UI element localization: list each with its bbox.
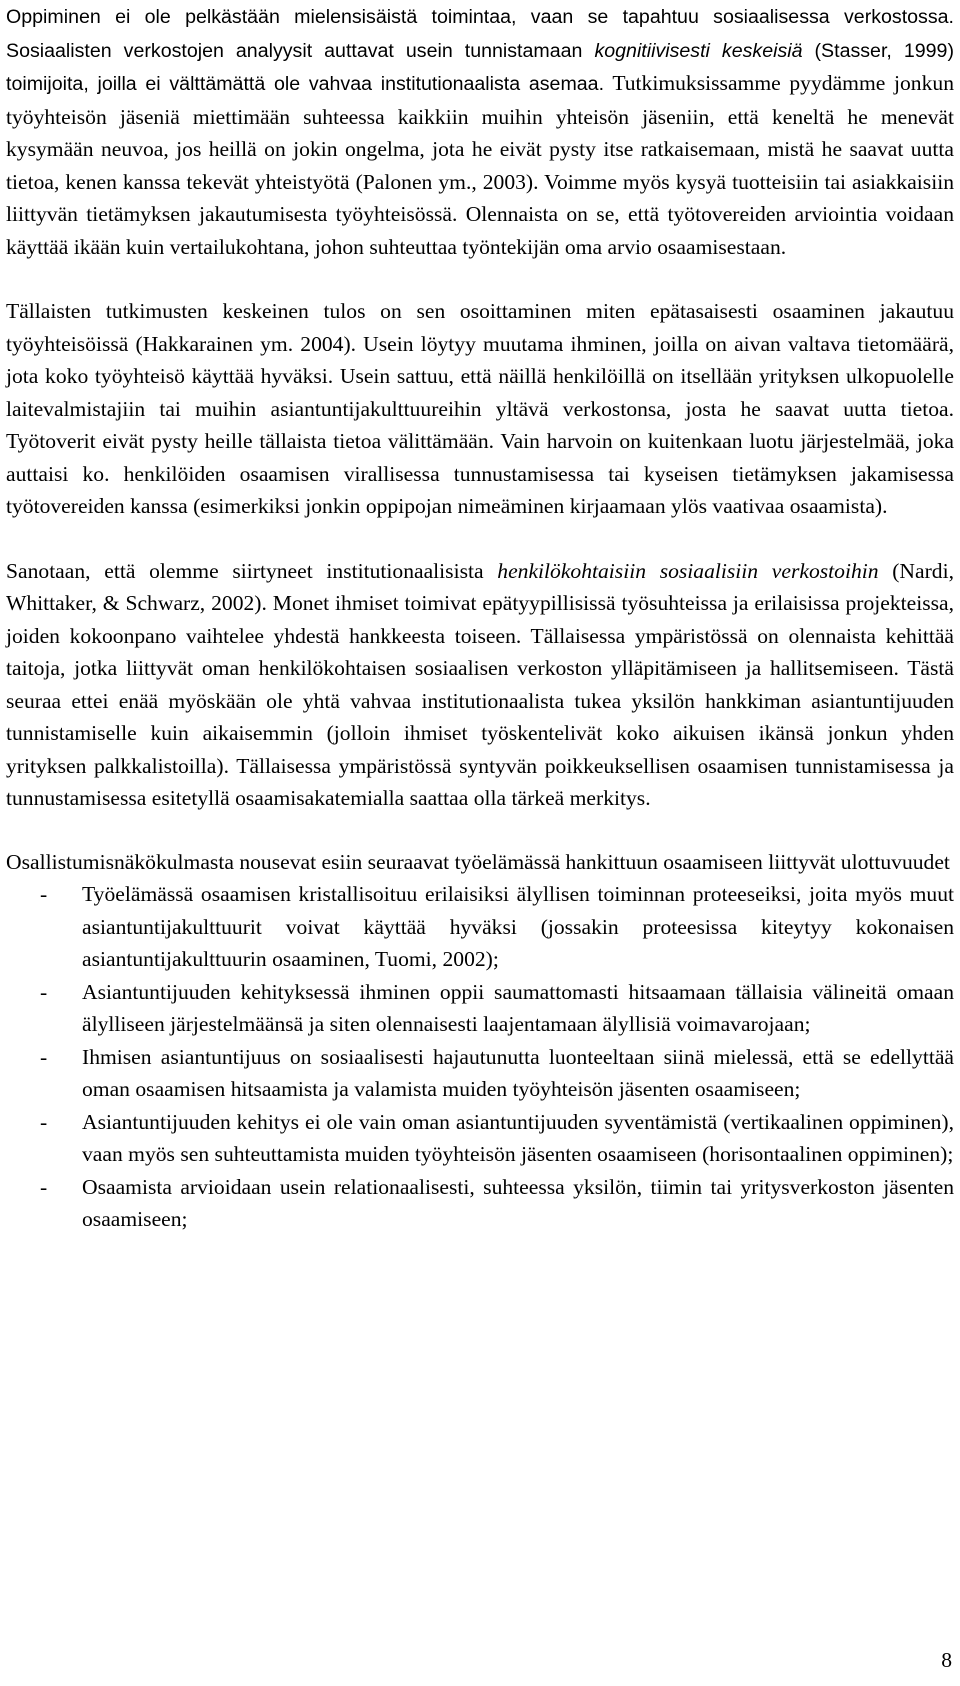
paragraph-dimensions-intro: Osallistumisnäkökulmasta nousevat esiin seuraavat työelämässä hankittuun osaamiseen liittyvät ulottuvuudet xyxy=(6,849,950,874)
list-item-text: Työelämässä osaamisen kristallisoituu erilaisiksi älyllisen toiminnan proteeseiksi, joita myös muut asiantuntijakulttuurit voivat käyttää hyväksi (jossakin proteesissa kiteytyy kokonaisen asiantuntijakulttuurin osaaminen, Tuomi, 2002); xyxy=(82,882,954,971)
paragraph-3-italic-term: henkilökohtaisiin sosiaalisiin verkostoihin xyxy=(497,558,879,583)
paragraph-1-sentence-1: Oppiminen ei ole pelkästään mielensisäistä toimintaa, vaan se tapahtuu sosiaalisessa verkostossa. Sosiaalisten verkostojen analyysit auttavat usein tunnistamaan xyxy=(6,6,954,62)
page-number: 8 xyxy=(941,1648,952,1672)
paragraph-3-sentence-2: (Nardi, Whittaker, & Schwarz, 2002). Monet ihmiset toimivat epätyypillisissä työsuhteissa ja erilaisissa projekteissa, joiden kokoonpano vaihtelee yhdestä hankkeesta toiseen. Tällaisessa ympäristössä on olennaista kehittää taitoja, jotka liittyvät oman henkilökohtaisen sosiaalisen verkoston ylläpitämiseen ja hallitsemiseen. Tästä seuraa ettei enää myöskään ole yhtä vahvaa institutionaalista tukea yksilön hankkiman asiantuntijuuden tunnistamiselle kuin aikaisemmin (jolloin ihmiset työskentelivät koko aikuisen ikänsä jonkun yhden yrityksen palkkalistoilla). Tällaisessa ympäristössä syntyvän poikkeuksellisen osaamisen tunnistamisessa ja tunnustamisessa esitetyllä osaamisakatemialla saattaa olla tärkeä merkitys. xyxy=(6,558,954,810)
list-item-text: Ihmisen asiantuntijuus on sosiaalisesti hajautunutta luonteeltaan siinä mielessä, että se edellyttää oman osaamisen hitsaamista ja valamista muiden työyhteisön jäsenten osaamiseen; xyxy=(82,1044,954,1101)
list-dash-marker: - xyxy=(40,882,48,906)
document-page xyxy=(6,0,954,1236)
list-item xyxy=(6,878,954,976)
list-dash-marker: - xyxy=(40,1174,48,1199)
list-item-text: Asiantuntijuuden kehityksessä ihminen oppii saumattomasti hitsaamaan tällaisia välineitä omaan älylliseen järjestelmäänsä ja siten olennaisesti laajentamaan älyllisiä voimavarojaan; xyxy=(82,979,954,1036)
list-dash-marker: - xyxy=(40,1109,48,1134)
list-item xyxy=(6,1106,954,1171)
list-item xyxy=(6,976,954,1041)
list-dash-marker: - xyxy=(40,1044,48,1069)
paragraph-3-sentence-1: Sanotaan, että olemme siirtyneet institutionaalisista xyxy=(6,558,498,583)
paragraph-1-italic-term: kognitiivisesti keskeisiä xyxy=(594,39,803,62)
dimensions-list xyxy=(6,878,954,1236)
paragraph-personal-networks xyxy=(6,555,954,815)
paragraph-1-sentence-2: (Stasser, 1999) toimijoita, joilla ei välttämättä ole vahvaa institutionaalista asemaa. xyxy=(6,39,954,95)
list-item xyxy=(6,1041,954,1106)
paragraph-uneven-distribution: Tällaisten tutkimusten keskeinen tulos on sen osoittaminen miten epätasaisesti osaaminen jakautuu työyhteisöissä (Hakkarainen ym. 2004). Usein löytyy muutama ihminen, joilla on aivan valtava tietomäärä, jota koko työyhteisö käyttää hyväksi. Usein sattuu, että näillä henkilöillä on itsellään yrityksen ulkopuolelle laitevalmistajiin tai muihin asiantuntijakulttuureihin yltävä verkostonsa, josta he saavat uutta tietoa. Työtoverit eivät pysty heille tällaista tietoa välittämään. Vain harvoin on kuitenkaan luotu järjestelmää, joka auttaisi ko. henkilöiden osaamisen virallisessa tunnustamisessa tai kyseisen tietämyksen jakamisessa työtovereiden kanssa (esimerkiksi jonkin oppipojan nimeäminen kirjaamaan ylös vaativaa osaamista). xyxy=(6,299,954,518)
list-item-text: Asiantuntijuuden kehitys ei ole vain oman asiantuntijuuden syventämistä (vertikaalinen oppiminen), vaan myös sen suhteuttamista muiden työyhteisön jäsenten osaamiseen (horisontaalinen oppiminen); xyxy=(82,1109,954,1166)
paragraph-networks-intro xyxy=(6,0,954,263)
list-dash-marker: - xyxy=(40,979,48,1004)
list-item xyxy=(6,1171,954,1236)
list-item-text: Osaamista arvioidaan usein relationaalisesti, suhteessa yksilön, tiimin tai yritysverkoston jäsenten osaamiseen; xyxy=(82,1174,954,1231)
paragraph-1-sentence-3: Tutkimuksissamme pyydämme jonkun työyhteisön jäseniä miettimään suhteessa kaikkiin muihin yhteisön jäseniin, että keneltä he menevät kysymään neuvoa, jos heillä on jokin ongelma, jota he eivät pysty itse ratkaisemaan, mistä he saavat uutta tietoa, kenen kanssa tekevät yhteistyötä (Palonen ym., 2003). Voimme myös kysyä tuotteisiin tai asiakkaisiin liittyvän tietämyksen jakautumisesta työyhteisössä. Olennaista on se, että työtovereiden arviointia voidaan käyttää ikään kuin vertailukohtana, johon suhteuttaa työntekijän oma arvio osaamisestaan. xyxy=(6,71,954,259)
